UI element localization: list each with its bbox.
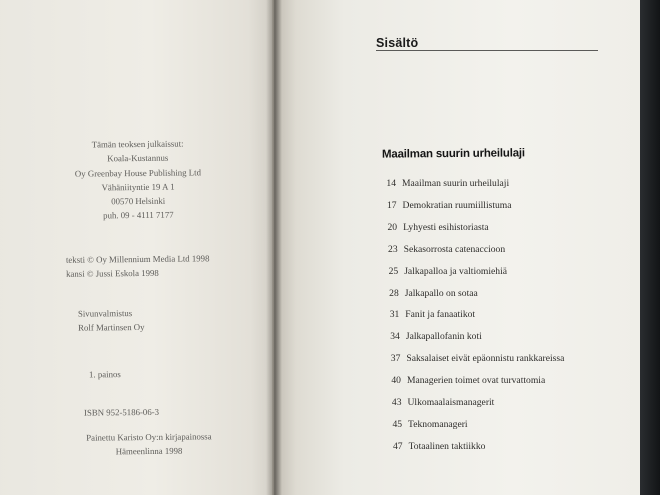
layout-line: Rolf Martinsen Oy [78, 322, 145, 333]
table-background [640, 0, 660, 495]
toc-page-number: 47 [393, 440, 403, 452]
left-page [0, 0, 287, 495]
printer-line: Hämeenlinna 1998 [115, 445, 183, 457]
toc-page-number: 28 [389, 287, 399, 299]
imprint-line: Tämän teoksen julkaissut: [91, 138, 184, 150]
toc-page-number: 37 [390, 353, 401, 365]
imprint-line: Oy Greenbay House Publishing Ltd [74, 166, 202, 179]
publisher-block [64, 136, 213, 223]
toc-page-number: 20 [387, 221, 398, 233]
toc-page-number: 45 [392, 418, 403, 430]
toc-page-number: 17 [386, 199, 397, 211]
toc-entry-title: Totaalinen taktiikko [408, 440, 486, 452]
printer-note [74, 429, 224, 459]
edition-line: 1. painos [88, 369, 121, 380]
toc-page-number: 43 [391, 397, 402, 408]
toc-entry-title: Fanit ja fanaatikot [405, 309, 476, 321]
edition-note [89, 367, 169, 382]
toc-entry-title: Saksalaiset eivät epäonnistu rankkareissa [406, 353, 565, 365]
imprint-line: 00570 Helsinki [111, 195, 166, 207]
toc-entry-title: Jalkapalloa ja valtiomiehiä [404, 265, 508, 277]
imprint-line: Koala-Kustannus [107, 152, 169, 164]
book-gutter [266, 0, 282, 495]
toc-entry-title: Ulkomaalaismanagerit [407, 397, 495, 408]
toc-entry-title: Jalkapallofanin koti [405, 331, 482, 343]
toc-entry-title: Teknomanageri [408, 418, 468, 430]
toc-heading: Sisältö [376, 36, 419, 50]
printer-line: Painettu Karisto Oy:n kirjapainossa [86, 431, 212, 443]
copyright-credits [66, 251, 216, 281]
toc-entry-title: Managerien toimet ovat turvattomia [406, 375, 546, 387]
isbn-line: ISBN 952-5186-06-3 [83, 406, 160, 418]
toc-page-number: 34 [390, 331, 400, 343]
credit-line: kansi © Jussi Eskola 1998 [66, 268, 159, 280]
toc-page-number: 31 [389, 309, 400, 321]
toc-entry-title: Demokratian ruumiillistuma [402, 199, 512, 211]
toc-entry-title: Maailman suurin urheilulaji [402, 178, 510, 189]
toc-entry-title: Sekasorrosta catenaccioon [403, 243, 506, 255]
layout-credit [78, 305, 198, 335]
section-title: Maailman suurin urheilulaji [381, 147, 525, 161]
imprint-line: Vähäniityntie 19 A 1 [101, 181, 175, 193]
toc-entry-title: Jalkapallo on sotaa [404, 287, 478, 299]
toc-page-number: 25 [388, 265, 399, 277]
isbn-note [84, 404, 204, 420]
layout-line: Sivunvalmistus [77, 308, 133, 319]
imprint-line: puh. 09 - 4111 7177 [103, 210, 174, 221]
toc-entry-title: Lyhyesti esihistoriasta [403, 221, 489, 233]
toc-page-number: 40 [391, 375, 401, 387]
heading-rule [376, 50, 598, 51]
credit-line: teksti © Oy Millennium Media Ltd 1998 [65, 253, 210, 265]
toc-page-number: 23 [388, 243, 398, 255]
toc-page-number: 14 [386, 178, 396, 189]
